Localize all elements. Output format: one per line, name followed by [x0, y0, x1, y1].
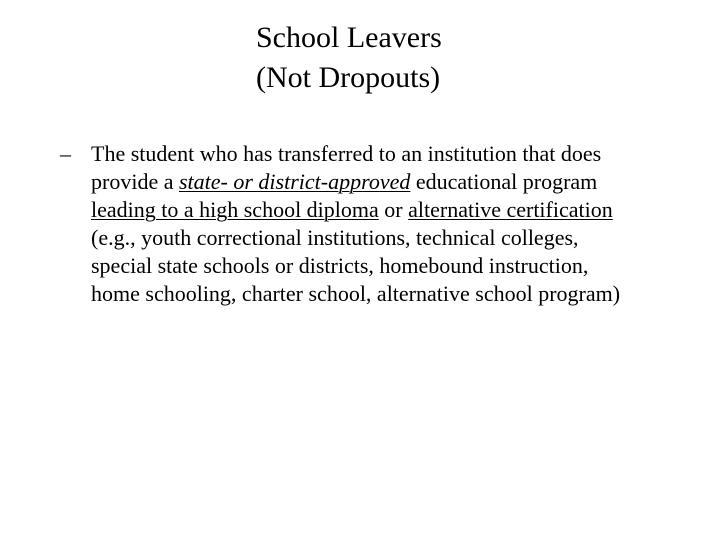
slide-body	[60, 140, 680, 308]
high-school-diploma-emphasis: leading to a high school diploma	[91, 197, 379, 222]
bullet-text	[91, 140, 680, 308]
slide-title	[256, 18, 556, 98]
alternative-certification-emphasis: alternative certification	[408, 197, 613, 222]
line2-suffix: educational program	[410, 169, 598, 194]
bullet-line-3	[91, 196, 680, 224]
title-line-1: School Leavers	[256, 21, 442, 54]
state-district-approved-emphasis: state- or district-approved	[178, 169, 411, 194]
bullet-line-6: home schooling, charter school, alternative school program)	[91, 281, 621, 306]
bullet-line-1: The student who has transferred to an institution that does	[91, 141, 602, 166]
bullet-item	[60, 140, 680, 308]
bullet-line-2	[91, 168, 680, 196]
line3-middle: or	[378, 197, 409, 222]
bullet-line-5: special state schools or districts, homebound instruction,	[91, 253, 589, 278]
bullet-marker: –	[60, 141, 71, 166]
bullet-line-4: (e.g., youth correctional institutions, technical colleges,	[91, 225, 579, 250]
title-line-2: (Not Dropouts)	[256, 61, 441, 94]
line2-prefix: provide a	[91, 169, 179, 194]
